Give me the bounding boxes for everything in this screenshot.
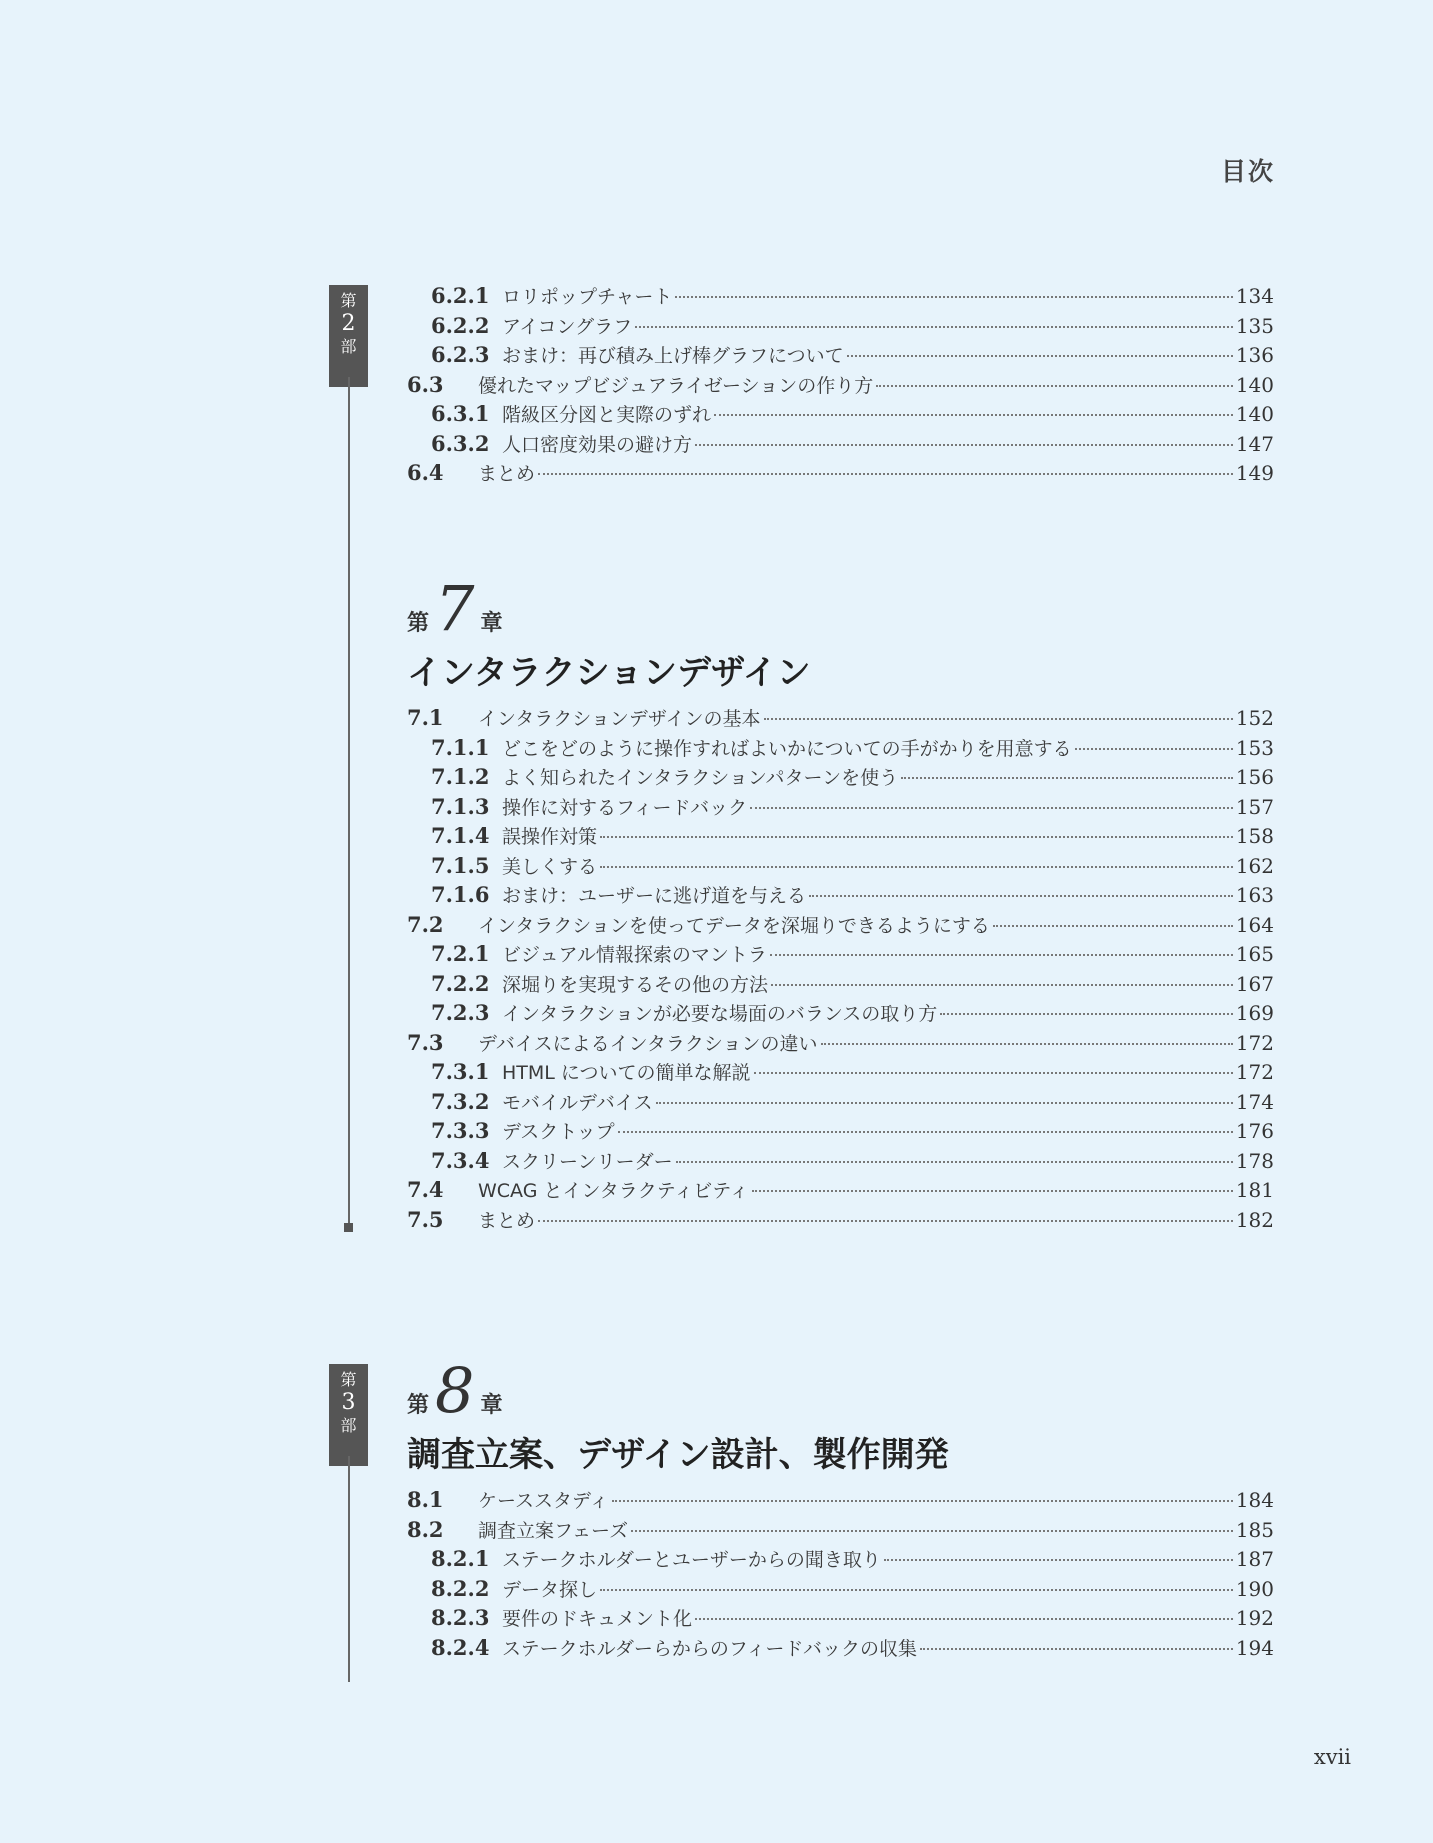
chapter-8-label <box>407 1354 503 1427</box>
toc-leader-dots <box>754 1072 1233 1074</box>
toc-entry-number: 6.2.1 <box>431 283 490 308</box>
toc-entry-page: 174 <box>1235 1089 1274 1114</box>
toc-entry[interactable] <box>407 1575 1274 1605</box>
toc-entry-number: 7.1.4 <box>431 823 490 848</box>
toc-entry-title: デスクトップ <box>502 1121 615 1143</box>
toc-leader-dots <box>538 1220 1233 1222</box>
toc-entry-title: おまけ：ユーザーに逃げ道を与える <box>502 885 807 907</box>
part-2-suffix: 部 <box>340 337 357 356</box>
toc-entry-page: 158 <box>1235 824 1274 848</box>
toc-entry[interactable] <box>407 822 1274 852</box>
toc-leader-dots <box>656 1102 1233 1104</box>
chapter-7-suffix: 章 <box>480 610 503 636</box>
toc-entry-title: 階級区分図と実際のずれ <box>502 404 712 426</box>
chapter-7-number: 7 <box>435 572 475 645</box>
toc-entry[interactable] <box>407 911 1274 941</box>
toc-entry-page: 162 <box>1235 853 1274 878</box>
toc-entry-title: ビジュアル情報探索のマントラ <box>502 944 767 966</box>
toc-entry-page: 169 <box>1235 1001 1274 1025</box>
toc-leader-dots <box>600 1589 1233 1591</box>
toc-leader-dots <box>821 1043 1233 1045</box>
toc-leader-dots <box>876 385 1233 387</box>
toc-entry-number: 6.4 <box>407 460 444 485</box>
toc-entry-page: 163 <box>1235 883 1274 907</box>
toc-entry-page: 194 <box>1235 1635 1274 1660</box>
part-3-tab <box>329 1364 368 1466</box>
toc-entry-page: 152 <box>1235 706 1274 730</box>
toc-entry-page: 192 <box>1235 1606 1274 1630</box>
toc-entry-page: 178 <box>1235 1148 1274 1173</box>
toc-entry-number: 8.2.3 <box>431 1605 490 1630</box>
part-2-tab <box>329 285 368 387</box>
toc-leader-dots <box>695 444 1233 446</box>
toc-entry-number: 6.3.1 <box>431 401 490 426</box>
toc-entry[interactable] <box>407 1088 1274 1118</box>
toc-entry[interactable] <box>407 282 1274 312</box>
toc-entry-page: 149 <box>1235 461 1274 485</box>
toc-entry-title: ロリポップチャート <box>502 286 673 308</box>
toc-entry-number: 7.3.4 <box>431 1147 490 1173</box>
toc-entry-number: 7.3 <box>407 1029 444 1055</box>
chapter-7-title: インタラクションデザイン <box>407 653 811 693</box>
chapter-8-prefix: 第 <box>407 1392 430 1418</box>
toc-leader-dots <box>1075 748 1233 750</box>
toc-entry[interactable] <box>407 852 1274 882</box>
chapter-8-title: 調査立案、デザイン設計、製作開発 <box>407 1435 949 1475</box>
toc-entry-number: 7.1.3 <box>431 793 490 819</box>
toc-entry-title: 人口密度効果の避け方 <box>502 433 693 456</box>
toc-entry-number: 7.3.1 <box>431 1059 490 1084</box>
toc-entry-page: 140 <box>1235 402 1274 426</box>
toc-entry-number: 7.3.3 <box>431 1118 490 1143</box>
toc-entry-page: 181 <box>1235 1178 1274 1202</box>
toc-entry-number: 7.2.3 <box>431 1000 490 1025</box>
toc-entry[interactable] <box>407 734 1274 764</box>
toc-entry-title: まとめ <box>478 463 536 485</box>
toc-entry-number: 8.2.4 <box>431 1634 490 1660</box>
toc-leader-dots <box>600 836 1233 838</box>
part-2-rail-end <box>344 1223 353 1232</box>
chapter-7-label <box>407 572 503 645</box>
toc-leader-dots <box>901 777 1233 779</box>
toc-entry-page: 176 <box>1235 1119 1274 1143</box>
toc-entry-page: 167 <box>1235 971 1274 996</box>
toc-entry-title: まとめ <box>478 1209 536 1232</box>
toc-entry-title: 美しくする <box>502 855 598 878</box>
toc-entry-number: 7.5 <box>407 1206 444 1232</box>
part-3-suffix: 部 <box>340 1416 357 1435</box>
toc-leader-dots <box>631 1530 1233 1532</box>
toc-entry[interactable] <box>407 459 1274 489</box>
toc-entry[interactable] <box>407 704 1274 734</box>
toc-leader-dots <box>612 1500 1233 1502</box>
toc-entry[interactable] <box>407 1117 1274 1147</box>
toc-entry[interactable] <box>407 341 1274 371</box>
chapter-8-suffix: 章 <box>480 1392 503 1418</box>
chapter-6-toc <box>407 282 1274 489</box>
toc-entry-number: 7.1.6 <box>431 882 490 907</box>
toc-entry-number: 7.1.2 <box>431 764 490 789</box>
toc-entry[interactable] <box>407 430 1274 460</box>
chapter-8-toc <box>407 1486 1274 1663</box>
toc-entry-page: 135 <box>1235 313 1274 338</box>
toc-entry-page: 164 <box>1235 912 1274 937</box>
toc-entry-number: 8.2.1 <box>431 1546 490 1571</box>
toc-entry-title: HTML についての簡単な解説 <box>502 1062 751 1084</box>
toc-entry[interactable] <box>407 881 1274 911</box>
toc-leader-dots <box>714 414 1233 416</box>
toc-entry-title: インタラクションを使ってデータを深堀りできるようにする <box>478 914 990 937</box>
toc-entry-title: 優れたマップビジュアライゼーションの作り方 <box>478 374 874 397</box>
toc-entry[interactable] <box>407 1147 1274 1177</box>
toc-entry-page: 185 <box>1235 1517 1274 1542</box>
page-folio: xvii <box>1313 1745 1351 1769</box>
toc-leader-dots <box>752 1190 1233 1192</box>
toc-entry[interactable] <box>407 1176 1274 1206</box>
toc-entry-title: 操作に対するフィードバック <box>502 796 748 819</box>
toc-entry-number: 7.1.5 <box>431 852 490 878</box>
toc-entry-title: インタラクションが必要な場面のバランスの取り方 <box>502 1003 938 1025</box>
toc-entry-number: 6.3.2 <box>431 430 490 456</box>
toc-entry-number: 7.2.1 <box>431 941 490 966</box>
toc-entry-title: おまけ：再び積み上げ棒グラフについて <box>502 345 844 367</box>
toc-entry[interactable] <box>407 1058 1274 1088</box>
toc-entry-number: 7.1 <box>407 705 444 730</box>
part-3-prefix: 第 <box>340 1370 357 1389</box>
toc-entry[interactable] <box>407 1486 1274 1516</box>
toc-leader-dots <box>635 326 1233 328</box>
toc-leader-dots <box>618 1131 1233 1133</box>
toc-entry-number: 7.1.1 <box>431 734 490 760</box>
toc-entry[interactable] <box>407 1545 1274 1575</box>
toc-entry-page: 140 <box>1235 372 1274 397</box>
toc-entry-title: WCAG とインタラクティビティ <box>478 1180 749 1202</box>
toc-leader-dots <box>695 1618 1233 1620</box>
toc-entry-title: よく知られたインタラクションパターンを使う <box>502 767 899 789</box>
toc-entry-title: 誤操作対策 <box>502 826 598 848</box>
part-2-number: 2 <box>341 311 356 336</box>
toc-entry[interactable] <box>407 793 1274 823</box>
toc-entry-number: 7.4 <box>407 1177 444 1202</box>
toc-entry[interactable] <box>407 1029 1274 1059</box>
toc-entry[interactable] <box>407 312 1274 342</box>
toc-leader-dots <box>675 296 1232 298</box>
toc-entry-number: 7.3.2 <box>431 1088 490 1114</box>
toc-entry[interactable] <box>407 940 1274 970</box>
toc-leader-dots <box>750 807 1233 809</box>
toc-entry-title: アイコングラフ <box>502 315 633 338</box>
chapter-8-number: 8 <box>435 1354 475 1427</box>
toc-entry-title: スクリーンリーダー <box>502 1150 673 1173</box>
toc-entry[interactable] <box>407 371 1274 401</box>
toc-entry-title: ケーススタディ <box>478 1490 609 1512</box>
toc-entry-page: 182 <box>1235 1207 1274 1232</box>
toc-leader-dots <box>809 895 1233 897</box>
toc-entry-number: 6.2.3 <box>431 342 490 367</box>
toc-entry-page: 134 <box>1235 284 1274 308</box>
toc-leader-dots <box>770 954 1233 956</box>
toc-leader-dots <box>993 925 1233 927</box>
toc-leader-dots <box>538 473 1233 475</box>
toc-entry[interactable] <box>407 400 1274 430</box>
toc-entry-title: インタラクションデザインの基本 <box>478 708 761 730</box>
toc-entry-page: 172 <box>1235 1060 1274 1084</box>
part-3-number: 3 <box>341 1390 356 1415</box>
toc-entry-number: 6.2.2 <box>431 312 490 338</box>
toc-leader-dots <box>771 984 1233 986</box>
toc-entry[interactable] <box>407 1206 1274 1236</box>
toc-entry[interactable] <box>407 999 1274 1029</box>
toc-entry-page: 147 <box>1235 431 1274 456</box>
toc-entry-page: 136 <box>1235 343 1274 367</box>
toc-entry-number: 8.1 <box>407 1487 444 1512</box>
toc-entry-page: 190 <box>1235 1576 1274 1601</box>
chapter-7-toc <box>407 704 1274 1235</box>
toc-entry-number: 8.2 <box>407 1516 444 1542</box>
running-header-title: 目次 <box>1220 157 1275 186</box>
toc-leader-dots <box>847 355 1233 357</box>
toc-leader-dots <box>920 1648 1233 1650</box>
toc-entry-number: 8.2.2 <box>431 1575 490 1601</box>
toc-entry-title: 深堀りを実現するその他の方法 <box>502 973 769 996</box>
toc-leader-dots <box>764 718 1233 720</box>
toc-entry-page: 187 <box>1235 1547 1274 1571</box>
toc-entry-page: 157 <box>1235 794 1274 819</box>
toc-entry[interactable] <box>407 1634 1274 1664</box>
toc-entry[interactable] <box>407 1516 1274 1546</box>
toc-entry[interactable] <box>407 970 1274 1000</box>
toc-entry-page: 165 <box>1235 942 1274 966</box>
chapter-7-prefix: 第 <box>407 610 430 636</box>
toc-leader-dots <box>884 1559 1233 1561</box>
toc-entry[interactable] <box>407 763 1274 793</box>
part-2-rail <box>348 377 350 1227</box>
toc-entry-page: 184 <box>1235 1488 1274 1512</box>
toc-leader-dots <box>676 1161 1233 1163</box>
toc-entry-page: 156 <box>1235 765 1274 789</box>
toc-entry[interactable] <box>407 1604 1274 1634</box>
toc-entry-title: デバイスによるインタラクションの違い <box>478 1032 818 1055</box>
toc-entry-title: ステークホルダーらからのフィードバックの収集 <box>502 1637 917 1660</box>
toc-entry-number: 7.2.2 <box>431 970 490 996</box>
toc-entry-page: 153 <box>1235 735 1274 760</box>
part-2-prefix: 第 <box>340 291 357 310</box>
toc-entry-title: データ探し <box>502 1578 598 1601</box>
toc-entry-title: モバイルデバイス <box>502 1091 653 1114</box>
toc-leader-dots <box>940 1013 1233 1015</box>
toc-entry-number: 7.2 <box>407 911 444 937</box>
toc-entry-title: 要件のドキュメント化 <box>502 1608 693 1630</box>
toc-entry-title: どこをどのように操作すればよいかについての手がかりを用意する <box>502 737 1072 760</box>
toc-entry-number: 6.3 <box>407 371 444 397</box>
part-3-rail <box>348 1456 350 1682</box>
toc-entry-page: 172 <box>1235 1030 1274 1055</box>
toc-entry-title: ステークホルダーとユーザーからの聞き取り <box>502 1549 881 1571</box>
toc-entry-title: 調査立案フェーズ <box>478 1519 629 1542</box>
toc-leader-dots <box>600 866 1233 868</box>
